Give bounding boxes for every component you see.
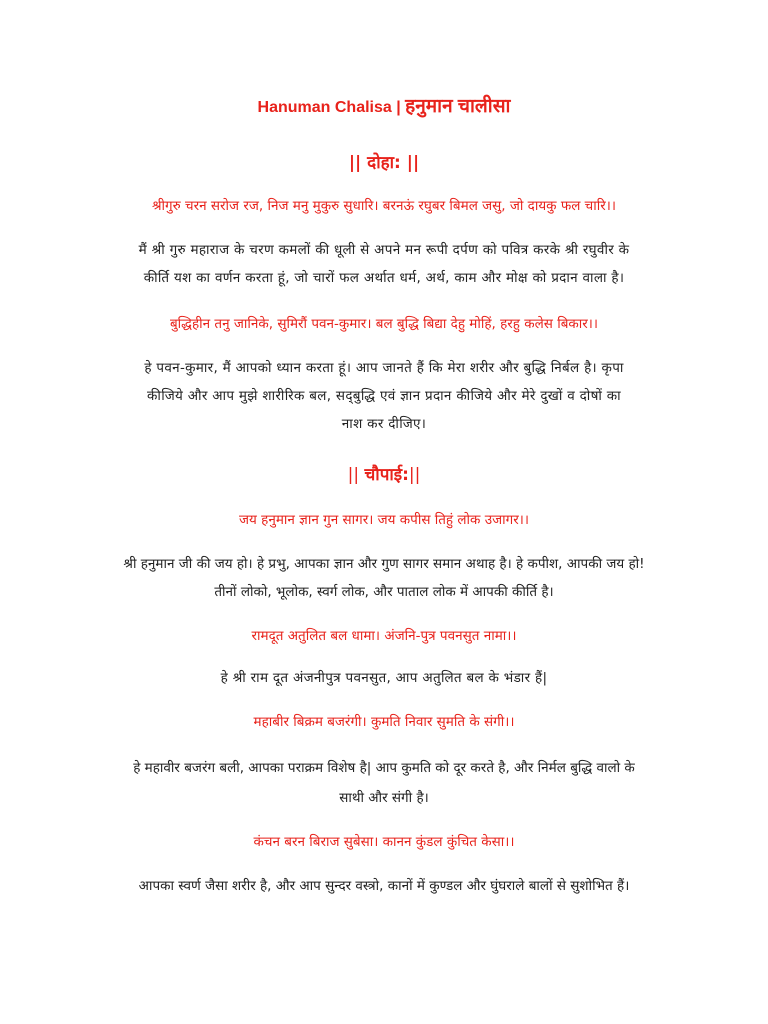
title-hindi: हनुमान चालीसा	[405, 96, 511, 117]
meaning-2-line-1: हे पवन-कुमार, मैं आपको ध्यान करता हूं। आप जानते हैं कि मेरा शरीर और बुद्धि निर्बल है। कृपा	[144, 360, 624, 376]
title-english: Hanuman Chalisa |	[257, 99, 401, 116]
meaning-3-line-1: श्री हनुमान जी की जय हो। हे प्रभु, आपका ज्ञान और गुण सागर समान अथाह है। हे कपीश, आपकी जय हो!	[123, 556, 645, 572]
meaning-4-line-1: हे श्री राम दूत अंजनीपुत्र पवनसुत, आप अतुलित बल के भंडार हैं|	[220, 670, 548, 686]
meaning-1-line-2: कीर्ति यश का वर्णन करता हूं, जो चारों फल अर्थात धर्म, अर्थ, काम और मोक्ष को प्रदान वाला है।	[143, 270, 625, 286]
chaupai-right-bars: ||	[408, 465, 421, 485]
verse-6: कंचन बरन बिराज सुबेसा। कानन कुंडल कुंचित केसा।।	[253, 834, 515, 850]
verse-3: जय हनुमान ज्ञान गुन सागर। जय कपीस तिहुं लोक उजागर।।	[239, 512, 529, 528]
chaupai-heading	[60, 462, 708, 485]
meaning-2-line-2: कीजिये और आप मुझे शारीरिक बल, सद्‍बुद्धि एवं ज्ञान प्रदान कीजिये और मेरे दुखों व दोषों का	[147, 388, 621, 404]
meaning-2-line-3: नाश कर दीजिए।	[341, 416, 427, 432]
verse-1: श्रीगुरु चरन सरोज रज, निज मनु मुकुरु सुधारि। बरनऊं रघुबर बिमल जसु, जो दायकु फल चारि।।	[152, 198, 616, 214]
meaning-6-line-1: आपका स्वर्ण जैसा शरीर है, और आप सुन्दर वस्त्रो, कानों में कुण्डल और घुंघराले बालों से सुशोभित हैं।	[138, 878, 630, 894]
document-title	[60, 92, 708, 118]
meaning-5-line-2: साथी और संगी है।	[339, 790, 429, 806]
verse-5: महाबीर बिक्रम बजरंगी। कुमति निवार सुमति के संगी।।	[253, 714, 515, 730]
chaupai-word: चौपाई:	[364, 465, 409, 485]
chaupai-left-bars: ||	[347, 465, 360, 485]
verse-4: रामदूत अतुलित बल धामा। अंजनि-पुत्र पवनसुत नामा।।	[251, 628, 517, 644]
meaning-5-line-1: हे महावीर बजरंग बली, आपका पराक्रम विशेष है| आप कुमति को दूर करते है, और निर्मल बुद्धि वालो के	[133, 760, 635, 776]
meaning-1-line-1: मैं श्री गुरु महाराज के चरण कमलों की धूली से अपने मन रूपी दर्पण को पवित्र करके श्री रघुवीर के	[138, 242, 630, 258]
verse-2: बुद्धिहीन तनु जानिके, सुमिरौं पवन-कुमार। बल बुद्धि बिद्या देहु मोहिं, हरहु कलेस बिकार।।	[169, 316, 599, 332]
meaning-3-line-2: तीनों लोको, भूलोक, स्वर्ग लोक, और पाताल लोक में आपकी कीर्ति है।	[214, 584, 554, 600]
doha-heading: || दोहा: ||	[348, 153, 420, 173]
